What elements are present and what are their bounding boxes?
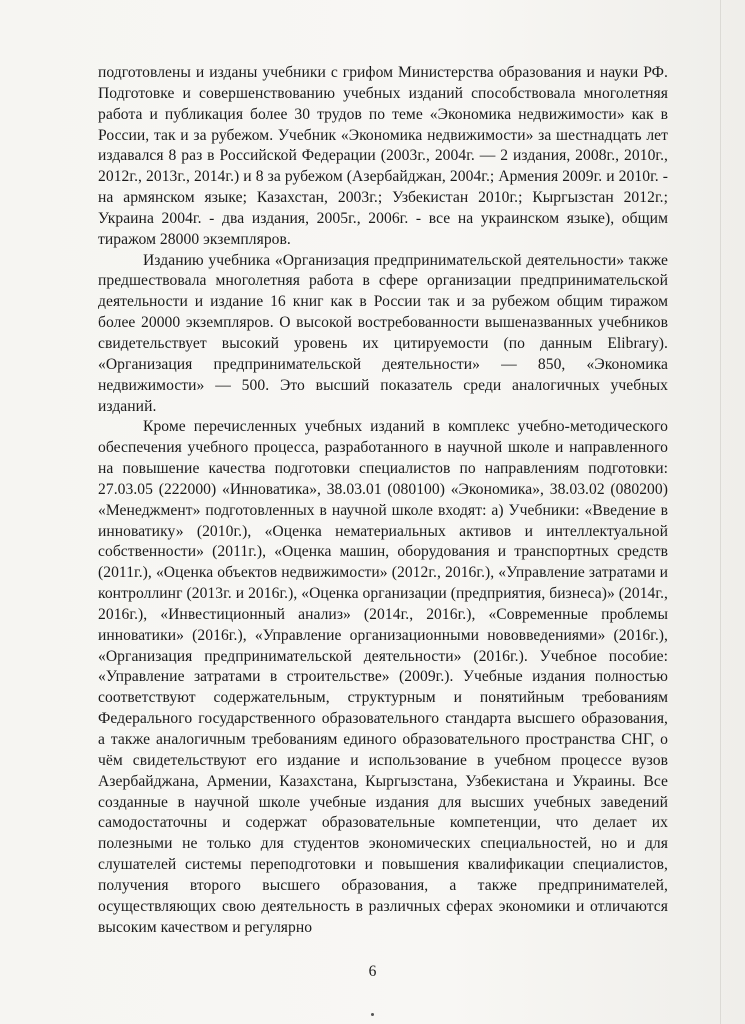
scan-artifact-dot <box>371 1013 374 1016</box>
page-number: 6 <box>368 963 377 980</box>
paragraph-entrepreneurship-textbook: Изданию учебника «Организация предпринимательской деятельности» также предшествовала многолетняя работа в сфере организации предпринимательской деятельности и издание 16 книг как в России так и за рубежом общим тиражом более 20000 экземпляров. О высокой востребованности вышеназванных учебников свидетельствует высокий уровень их цитируемости (по данным Elibrary). «Организация предпринимательской деятельности» — 850, «Экономика недвижимости» — 500. Это высший показатель среди аналогичных учебных изданий. <box>98 251 668 415</box>
paragraph-continuation: подготовлены и изданы учебники с грифом Министерства образования и науки РФ. Подготовке и совершенствованию учебных изданий способствовала многолетняя работа и публикация более 30 трудов по теме «Экономика недвижимости» как в России, так и за рубежом. Учебник «Экономика недвижимости» за шестнадцать лет издавался 8 раз в Российской Федерации (2003г., 2004г. — 2 издания, 2008г., 2010г., 2012г., 2013г., 2014г.) и 8 за рубежом (Азербайджан, 2004г.; Армения 2009г. и 2010г. - на армянском языке; Казахстан, 2003г.; Узбекистан 2010г.; Кыргызстан 2012г.; Украина 2004г. - два издания, 2005г., 2006г. - все на украинском языке), общим тиражом 28000 экземпляров. <box>98 64 668 248</box>
scan-edge-line <box>720 0 721 1024</box>
body-text <box>98 63 668 938</box>
paragraph-teaching-materials: Кроме перечисленных учебных изданий в комплекс учебно-методического обеспечения учебного процесса, разработанного в научной школе и направленного на повышение качества подготовки специалистов по направлениям подготовки: 27.03.05 (222000) «Инноватика», 38.03.01 (080100) «Экономика», 38.03.02 (080200) «Менеджмент» подготовленных в научной школе входят: а) Учебники: «Введение в инноватику» (2010г.), «Оценка нематериальных активов и интеллектуальной собственности» (2011г.), «Оценка машин, оборудования и транспортных средств (2011г.), «Оценка объектов недвижимости» (2012г., 2016г.), «Управление затратами и контроллинг (2013г. и 2016г.), «Оценка организации (предприятия, бизнеса)» (2014г., 2016г.), «Инвестиционный анализ» (2014г., 2016г.), «Современные проблемы инноватики» (2016г.), «Управление организационными нововведениями» (2016г.), «Организация предпринимательской деятельности» (2016г.). Учебное пособие: «Управление затратами в строительстве» (2009г.). Учебные издания полностью соответствуют содержательным, структурным и понятийным требованиям Федерального государственного образовательного стандарта высшего образования, а также аналогичным требованиям единого образовательного пространства СНГ, о чём свидетельствуют его издание и использование в учебном процессе вузов Азербайджана, Армении, Казахстана, Кыргызстана, Узбекистана и Украины. Все созданные в научной школе учебные издания для высших учебных заведений самодостаточны и содержат образовательные компетенции, что делает их полезными не только для студентов экономических специальностей, но и для слушателей системы переподготовки и повышения квалификации специалистов, получения второго высшего образования, а также предпринимателей, осуществляющих свою деятельность в различных сферах экономики и отличаются высоким качеством и регулярно <box>98 418 668 936</box>
